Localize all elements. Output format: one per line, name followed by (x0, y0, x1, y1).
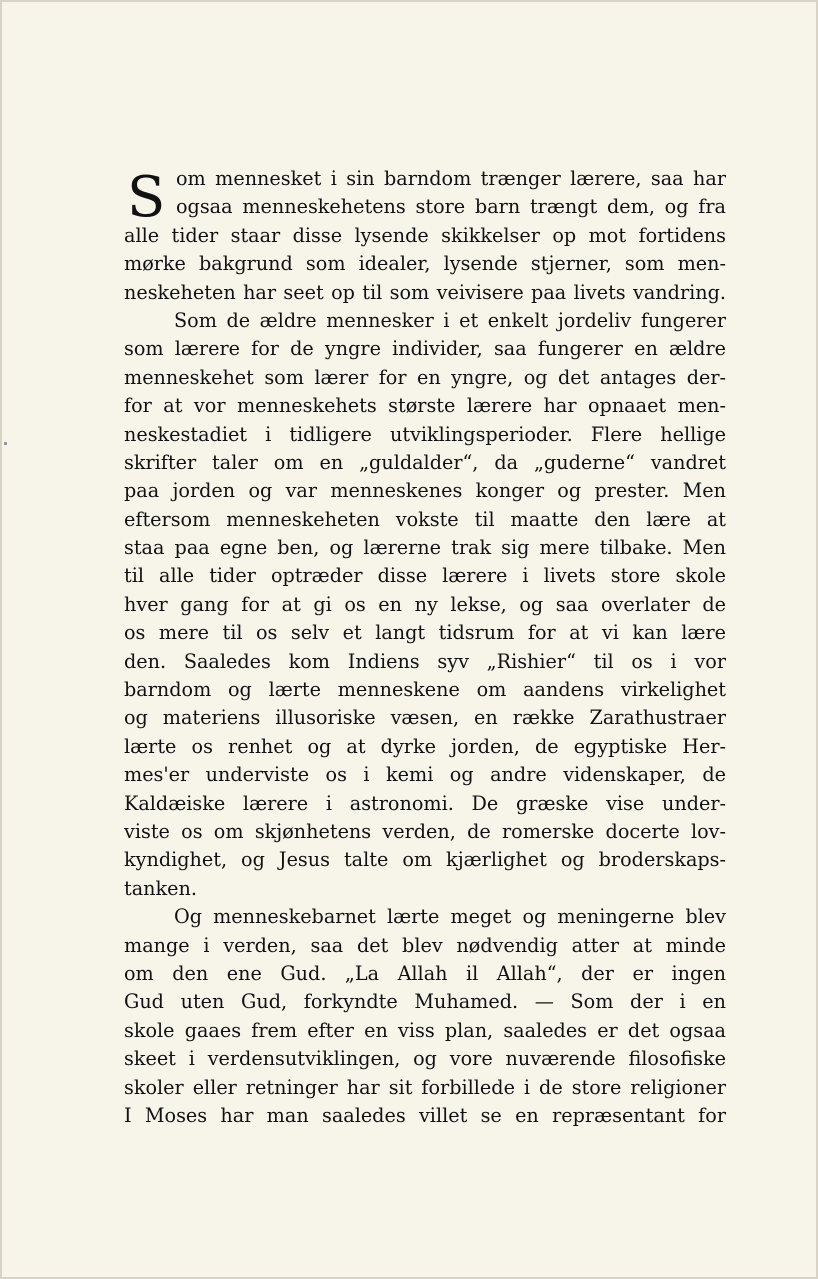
text-line: ogsaa menneskehetens store barn trængt dem, og fra (176, 195, 726, 219)
text-line: for at vor menneskehets største lærere har opnaaet men- (124, 394, 726, 418)
text-line: skole gaaes frem efter en viss plan, saaledes er det ogsaa (124, 1018, 726, 1042)
text-line: hver gang for at gi os en ny lekse, og saa overlater de (124, 592, 726, 616)
text-line: os mere til os selv et langt tidsrum for at vi kan lære (124, 621, 726, 645)
body-text (124, 165, 726, 1130)
text-line: mes'er underviste os i kemi og andre videnskaper, de (124, 763, 726, 787)
text-line: tanken. (124, 876, 197, 900)
text-line: I Moses har man saaledes villet se en repræsentant for (124, 1103, 726, 1127)
text-line: til alle tider optræder disse lærere i livets store skole (124, 564, 726, 588)
text-line: mange i verden, saa det blev nødvendig atter at minde (124, 933, 726, 957)
text-line: menneskehet som lærer for en yngre, og det antages der- (124, 365, 726, 389)
text-line: Kaldæiske lærere i astronomi. De græske vise under- (124, 791, 726, 815)
text-line: neskeheten har seet op til som veivisere paa livets vandring. (124, 280, 726, 304)
text-line: kyndighet, og Jesus talte om kjærlighet og broderskaps- (124, 848, 726, 872)
text-line: staa paa egne ben, og lærerne trak sig mere tilbake. Men (124, 536, 726, 560)
text-line: mørke bakgrund som idealer, lysende stjerner, som men- (124, 252, 726, 276)
text-line: alle tider staar disse lysende skikkelser op mot fortidens (124, 223, 726, 247)
margin-speck (4, 442, 7, 445)
text-line: paa jorden og var menneskenes konger og prester. Men (124, 479, 726, 503)
text-line: skeet i verdensutviklingen, og vore nuværende filosofiske (124, 1047, 726, 1071)
text-line: som lærere for de yngre individer, saa fungerer en ældre (124, 337, 726, 361)
text-line: Og menneskebarnet lærte meget og meningerne blev (174, 905, 726, 929)
drop-cap: S (127, 165, 166, 230)
text-line: Gud uten Gud, forkyndte Muhamed. — Som der i en (124, 990, 726, 1014)
text-line: viste os om skjønhetens verden, de romerske docerte lov- (124, 819, 726, 843)
text-line: og materiens illusoriske væsen, en række Zarathustraer (124, 706, 726, 730)
text-line: barndom og lærte menneskene om aandens virkelighet (124, 678, 726, 702)
text-line: den. Saaledes kom Indiens syv „Rishier“ til os i vor (124, 649, 726, 673)
text-line: lærte os renhet og at dyrke jorden, de egyptiske Her- (124, 734, 726, 758)
text-line: skrifter taler om en „guldalder“, da „guderne“ vandret (124, 450, 726, 474)
text-line: neskestadiet i tidligere utviklingsperioder. Flere hellige (124, 422, 726, 446)
text-line: Som de ældre mennesker i et enkelt jordeliv fungerer (174, 308, 726, 332)
text-line: eftersom menneskeheten vokste til maatte den lære at (124, 507, 726, 531)
text-line: skoler eller retninger har sit forbillede i de store religioner (124, 1075, 726, 1099)
text-line: om mennesket i sin barndom trænger lærere, saa har (176, 167, 726, 190)
text-line: om den ene Gud. „La Allah il Allah“, der er ingen (124, 961, 726, 985)
